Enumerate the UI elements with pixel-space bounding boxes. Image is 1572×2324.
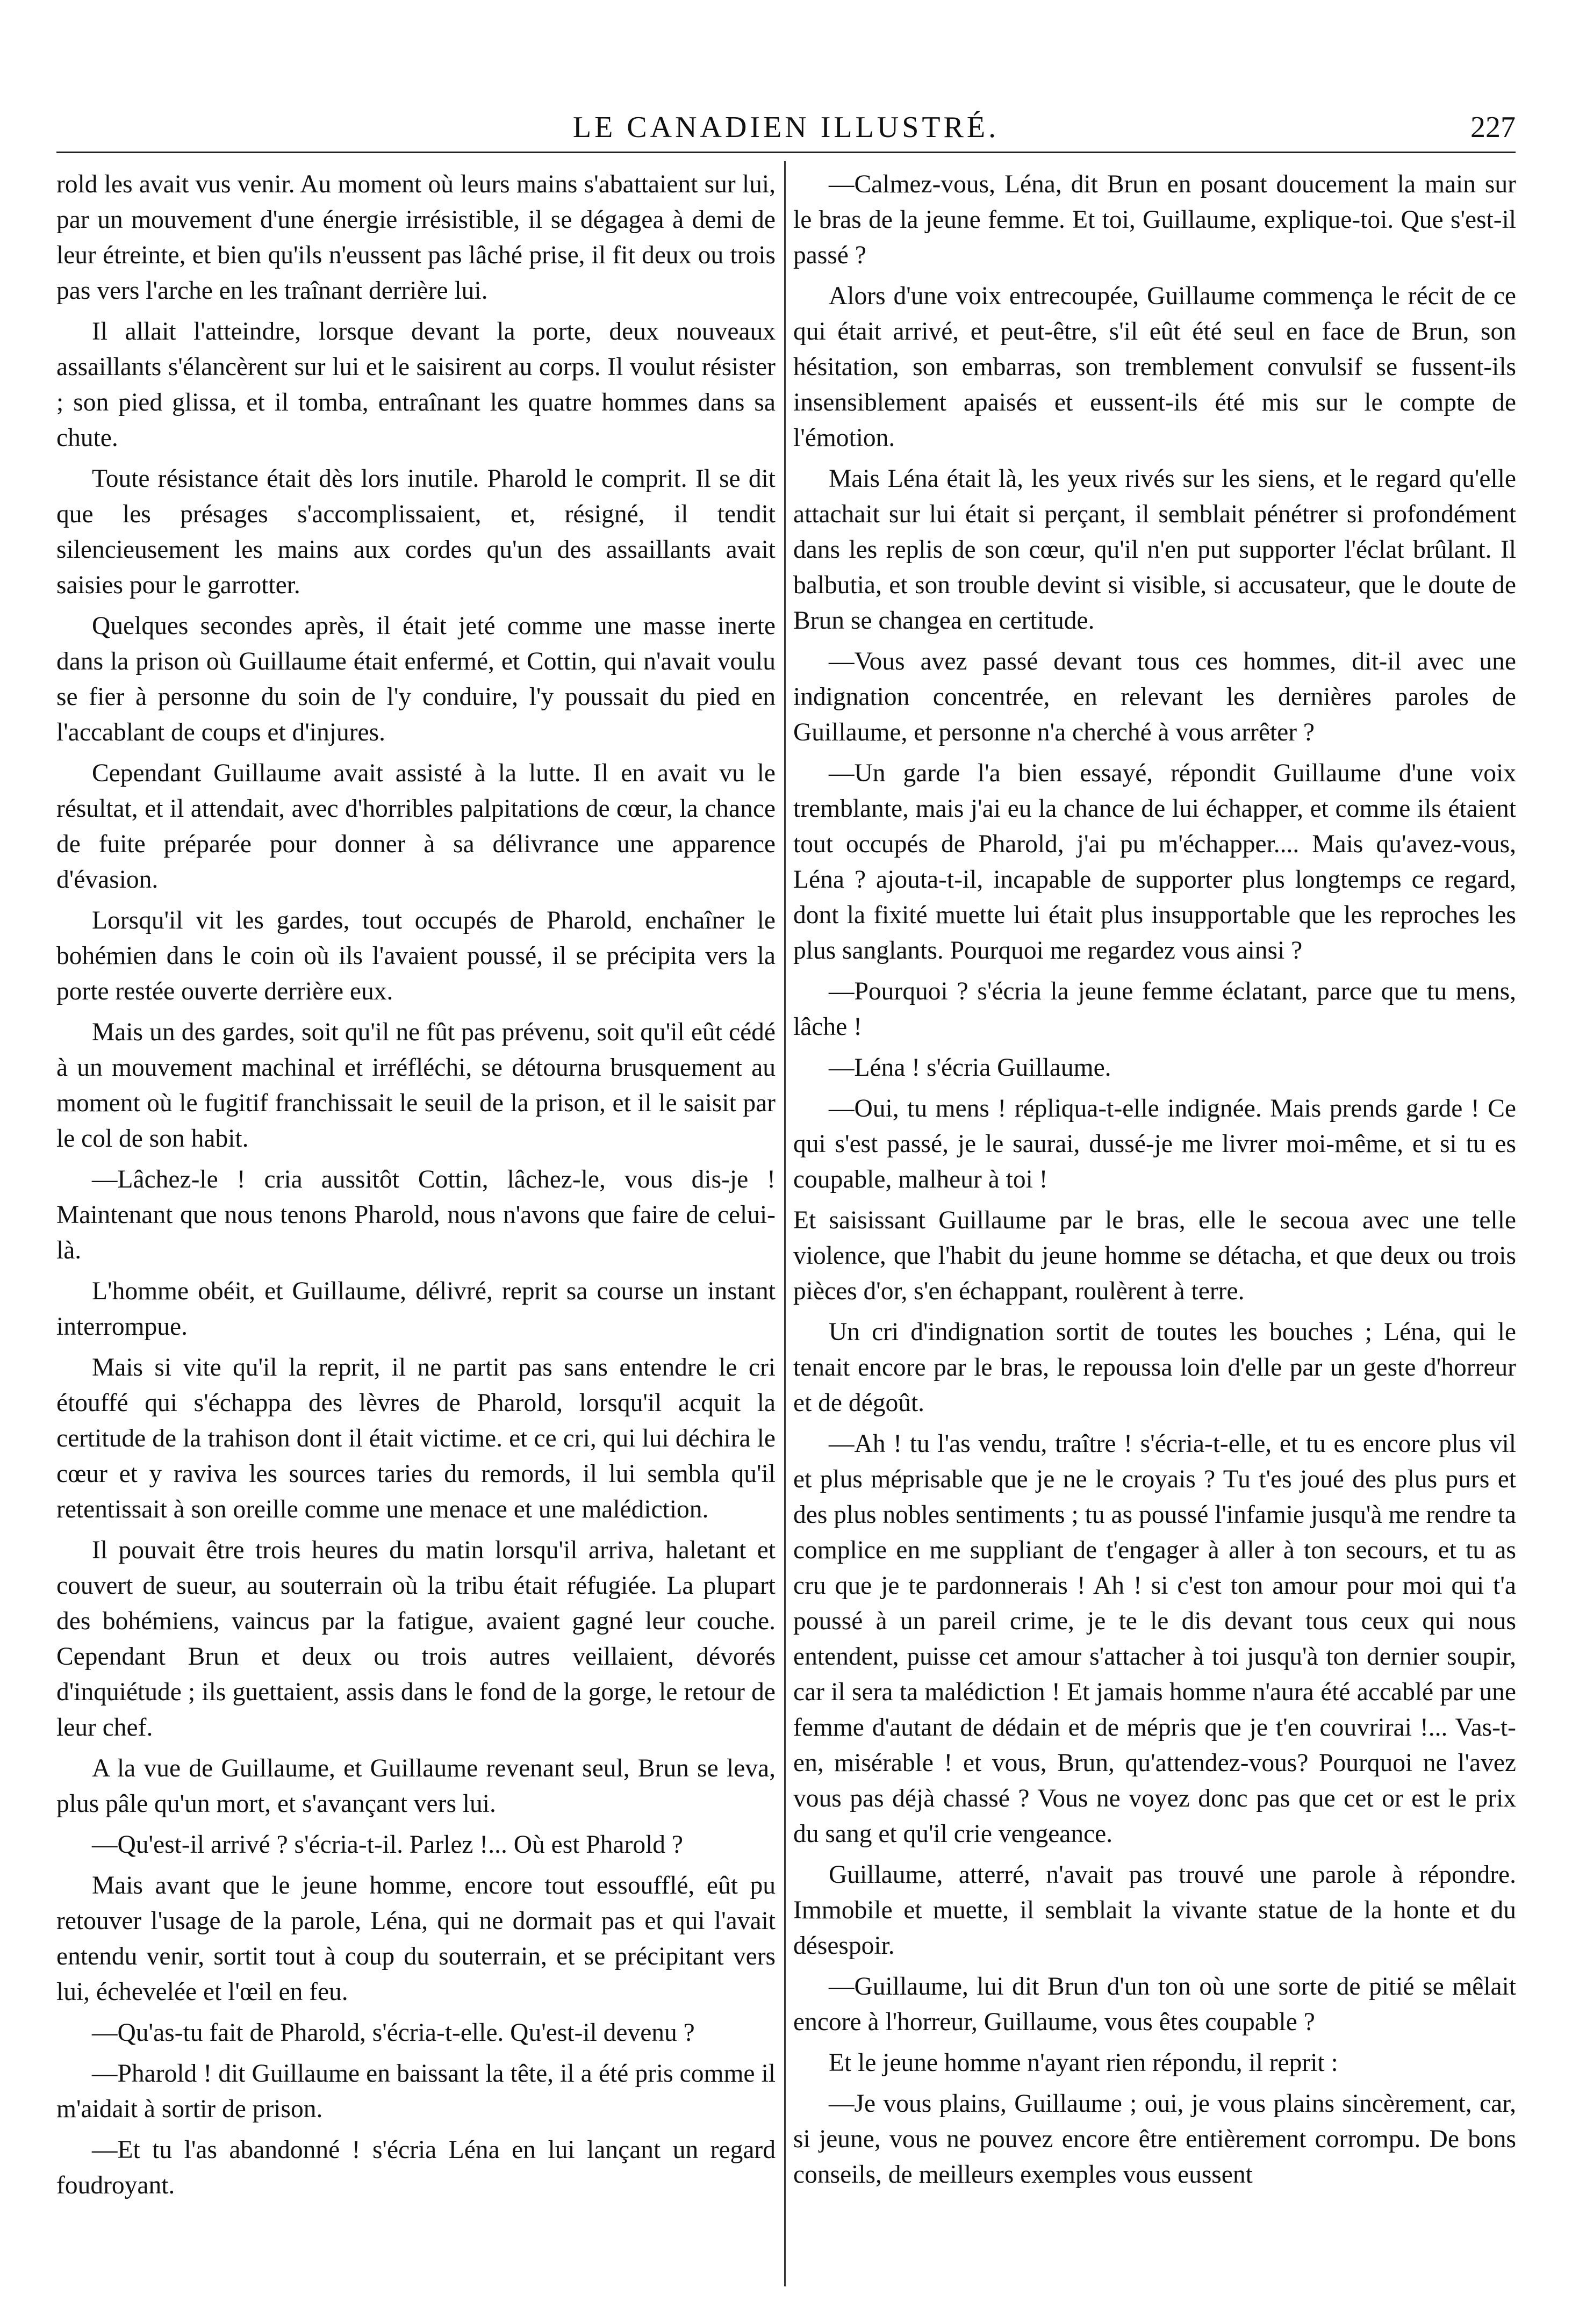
header-rule [56, 152, 1516, 153]
paragraph: —Et tu l'as abandonné ! s'écria Léna en lui lançant un regard foudroyant. [56, 2136, 776, 2199]
paragraph: —Je vous plains, Guillaume ; oui, je vous plains sincèrement, car, si jeune, vous ne pouvez encore être entièrement corrompu. De bons conseils, de meilleurs exemples vous eussent [793, 2090, 1516, 2189]
journal-title: LE CANADIEN ILLUSTRÉ. [572, 111, 1000, 144]
paragraph: Mais un des gardes, soit qu'il ne fût pas prévenu, soit qu'il eût cédé à un mouvement machinal et irréfléchi, se détourna brusquement au moment où le fugitif franchissait le seuil de la prison, et il le saisit par le col de son habit. [56, 1018, 776, 1153]
paragraph: —Vous avez passé devant tous ces hommes, dit-il avec une indignation concentrée, en relevant les dernières paroles de Guillaume, et personne n'a cherché à vous arrêter ? [793, 647, 1516, 746]
left-column [56, 167, 776, 2208]
paragraph: —Léna ! s'écria Guillaume. [829, 1054, 1111, 1082]
paragraph: L'homme obéit, et Guillaume, délivré, reprit sa course un instant interrompue. [56, 1277, 776, 1341]
paragraph: A la vue de Guillaume, et Guillaume revenant seul, Brun se leva, plus pâle qu'un mort, et s'avançant vers lui. [56, 1754, 776, 1818]
paragraph: —Calmez-vous, Léna, dit Brun en posant doucement la main sur le bras de la jeune femme. Et toi, Guillaume, explique-toi. Que s'est-il passé ? [793, 170, 1516, 269]
paragraph: rold les avait vus venir. Au moment où leurs mains s'abattaient sur lui, par un mouvement d'une énergie irrésistible, il se dégagea à demi de leur étreinte, et bien qu'ils n'eussent pas lâché prise, il fit deux ou trois pas vers l'arche en les traînant derrière lui. [56, 170, 776, 305]
paragraph: —Qu'as-tu fait de Pharold, s'écria-t-elle. Qu'est-il devenu ? [92, 2019, 695, 2047]
paragraph: Toute résistance était dès lors inutile. Pharold le comprit. Il se dit que les présages s'accomplissaient, et, résigné, il tendit silencieusement les mains aux cordes qu'un des assaillants avait saisies pour le garrotter. [56, 465, 776, 599]
paragraph: Mais si vite qu'il la reprit, il ne partit pas sans entendre le cri étouffé qui s'échappa des lèvres de Pharold, lorsqu'il acquit la certitude de la trahison dont il était victime. et ce cri, qui lui déchira le cœur et y raviva les sources taries du remords, il lui sembla qu'il retentissait à son oreille comme une menace et une malédiction. [56, 1354, 776, 1523]
paragraph: Et le jeune homme n'ayant rien répondu, il reprit : [829, 2049, 1338, 2077]
paragraph: —Lâchez-le ! cria aussitôt Cottin, lâchez-le, vous dis-je ! Maintenant que nous tenons Pharold, nous n'avons que faire de celui-là. [56, 1165, 776, 1264]
paragraph: Il pouvait être trois heures du matin lorsqu'il arriva, haletant et couvert de sueur, au souterrain où la tribu était réfugiée. La plupart des bohémiens, vaincus par la fatigue, avaient gagné leur couche. Cependant Brun et deux ou trois autres veillaient, dévorés d'inquiétude ; ils guettaient, assis dans le fond de la gorge, le retour de leur chef. [56, 1536, 776, 1742]
paragraph: —Qu'est-il arrivé ? s'écria-t-il. Parlez !... Où est Pharold ? [92, 1831, 683, 1859]
paragraph: Alors d'une voix entrecoupée, Guillaume commença le récit de ce qui était arrivé, et peut-être, s'il eût été seul en face de Brun, son hésitation, son embarras, son tremblement convulsif se fussent-ils insensiblement apaisés et eussent-ils été mis sur le compte de l'émotion. [793, 282, 1516, 452]
paragraph: Quelques secondes après, il était jeté comme une masse inerte dans la prison où Guillaume était enfermé, et Cottin, qui n'avait voulu se fier à personne du soin de l'y conduire, l'y poussait du pied en l'accablant de coups et d'injures. [56, 612, 776, 746]
paragraph: Et saisissant Guillaume par le bras, elle le secoua avec une telle violence, que l'habit du jeune homme se détacha, et que deux ou trois pièces d'or, s'en échappant, roulèrent à terre. [793, 1206, 1516, 1305]
paragraph: —Un garde l'a bien essayé, répondit Guillaume d'une voix tremblante, mais j'ai eu la chance de lui échapper, et comme ils étaient tout occupés de Pharold, j'ai pu m'échapper.... Mais qu'avez-vous, Léna ? ajouta-t-il, incapable de supporter plus longtemps ce regard, dont la fixité muette lui était plus insupportable que les reproches les plus sanglants. Pourquoi me regardez vous ainsi ? [793, 759, 1516, 965]
paragraph: —Ah ! tu l'as vendu, traître ! s'écria-t-elle, et tu es encore plus vil et plus méprisable que je ne le croyais ? Tu t'es joué des plus purs et des plus nobles sentiments ; tu as poussé l'infamie jusqu'à me rendre ta complice en me suppliant de t'engager à aller à ton secours, et tu as cru que je te pardonnerais ! Ah ! si c'est ton amour pour moi qui t'a poussé à un pareil crime, je te le dis devant tous ceux qui nous entendent, puisse cet amour s'attacher à toi jusqu'à ton dernier soupir, car il sera ta malédiction ! Et jamais homme n'aura été accablé par une femme d'autant de dédain et de mépris que je t'en couvrirai !... Vas-t-en, misérable ! et vous, Brun, qu'attendez-vous? Pourquoi ne l'avez vous pas déjà chassé ? Vous ne voyez donc pas que cet or est le prix du sang et qu'il crie vengeance. [793, 1430, 1516, 1848]
page-header [56, 110, 1516, 148]
paragraph: —Guillaume, lui dit Brun d'un ton où une sorte de pitié se mêlait encore à l'horreur, Guillaume, vous êtes coupable ? [793, 1973, 1516, 2036]
paragraph: —Pharold ! dit Guillaume en baissant la tête, il a été pris comme il m'aidait à sortir de prison. [56, 2060, 776, 2123]
column-divider [784, 161, 786, 2286]
page-number: 227 [1470, 111, 1516, 144]
paragraph: Cependant Guillaume avait assisté à la lutte. Il en avait vu le résultat, et il attendait, avec d'horribles palpitations de cœur, la chance de fuite préparée pour donner à sa délivrance une apparence d'évasion. [56, 759, 776, 894]
paragraph: Mais Léna était là, les yeux rivés sur les siens, et le regard qu'elle attachait sur lui était si perçant, il semblait pénétrer si profondément dans les replis de son cœur, qu'il n'en put supporter l'éclat brûlant. Il balbutia, et son trouble devint si visible, si accusateur, que le doute de Brun se changea en certitude. [793, 465, 1516, 635]
paragraph: Mais avant que le jeune homme, encore tout essoufflé, eût pu retouver l'usage de la parole, Léna, qui ne dormait pas et qui l'avait entendu venir, sortit tout à coup du souterrain, et se précipitant vers lui, échevelée et l'œil en feu. [56, 1872, 776, 2006]
right-column [793, 167, 1516, 2198]
paragraph: Lorsqu'il vit les gardes, tout occupés de Pharold, enchaîner le bohémien dans le coin où ils l'avaient poussé, il se précipita vers la porte restée ouverte derrière eux. [56, 906, 776, 1005]
paragraph: Un cri d'indignation sortit de toutes les bouches ; Léna, qui le tenait encore par le bras, le repoussa loin d'elle par un geste d'horreur et de dégoût. [793, 1318, 1516, 1417]
paragraph: —Oui, tu mens ! répliqua-t-elle indignée. Mais prends garde ! Ce qui s'est passé, je le saurai, dussé-je me livrer moi-même, et si tu es coupable, malheur à toi ! [793, 1095, 1516, 1193]
paragraph: —Pourquoi ? s'écria la jeune femme éclatant, parce que tu mens, lâche ! [793, 977, 1516, 1041]
paragraph: Guillaume, atterré, n'avait pas trouvé une parole à répondre. Immobile et muette, il semblait la vivante statue de la honte et du désespoir. [793, 1861, 1516, 1960]
paragraph: Il allait l'atteindre, lorsque devant la porte, deux nouveaux assaillants s'élancèrent sur lui et le saisirent au corps. Il voulut résister ; son pied glissa, et il tomba, entraînant les quatre hommes dans sa chute. [56, 318, 776, 452]
